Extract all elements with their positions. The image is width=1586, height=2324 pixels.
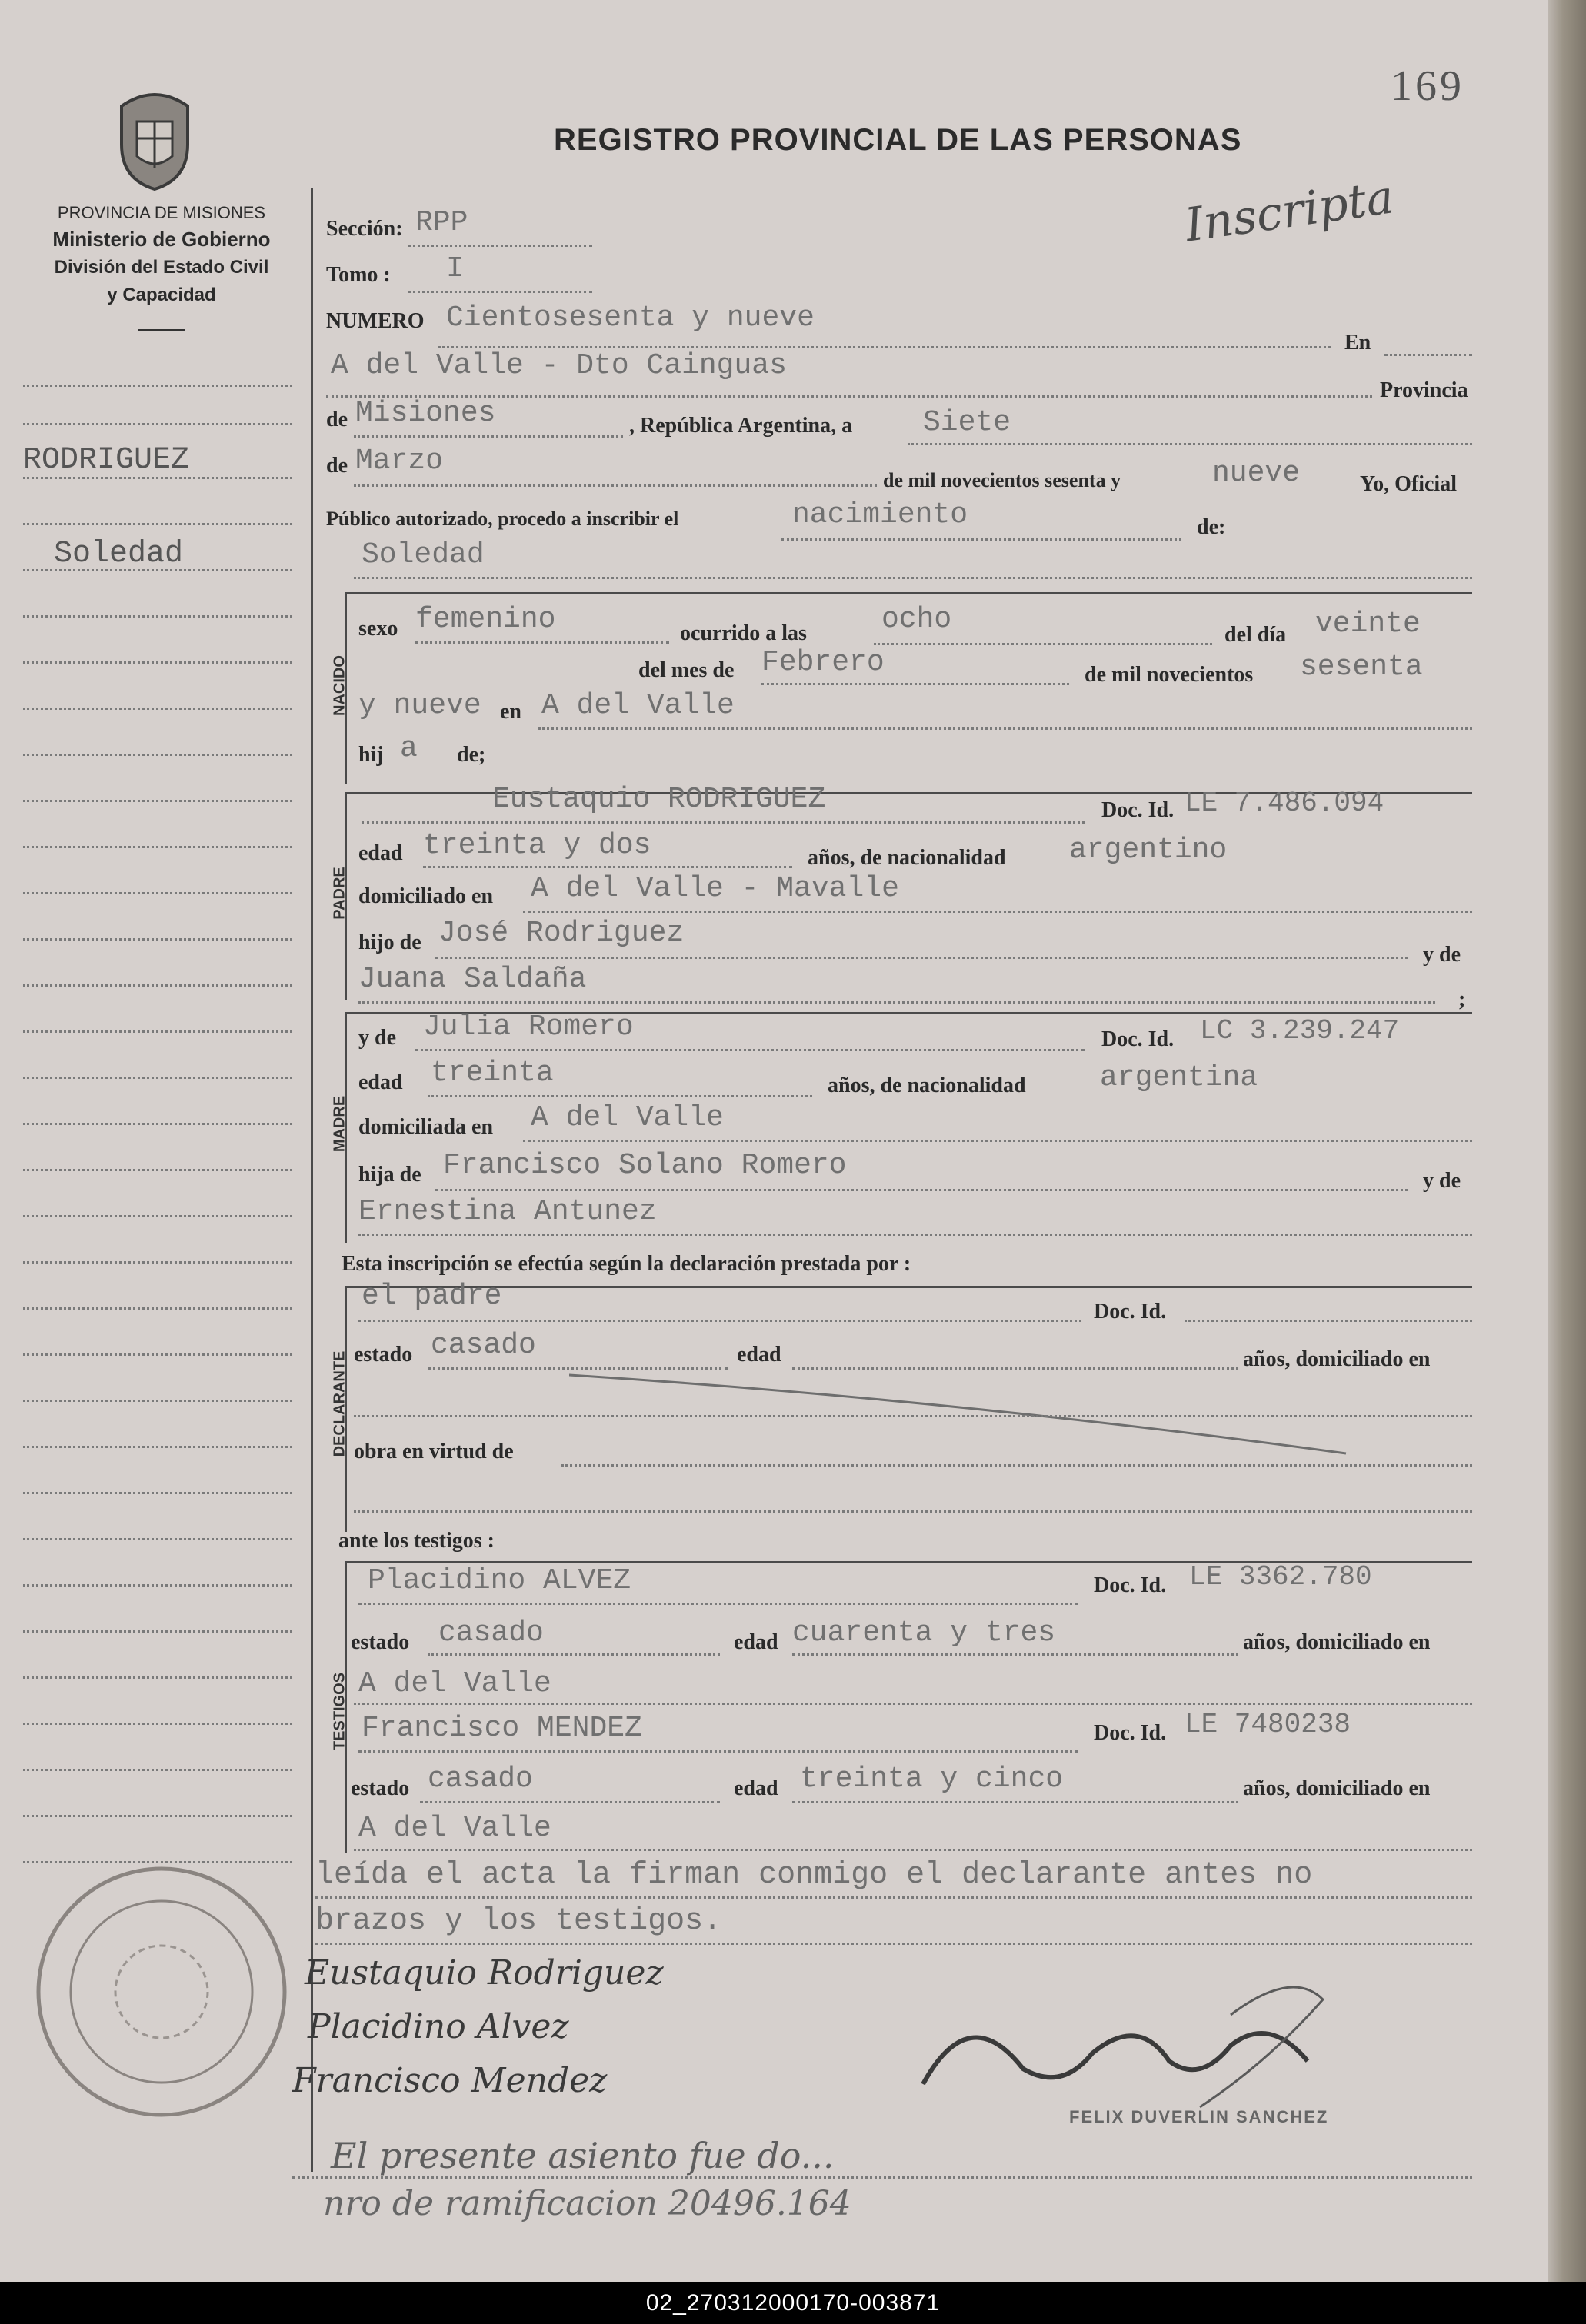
anio-nac-value-1: sesenta xyxy=(1300,651,1423,684)
declarante-doc-label: Doc. Id. xyxy=(1094,1300,1167,1323)
numero-label: NUMERO xyxy=(326,309,425,333)
declarante-dom-label: años, domiciliado en xyxy=(1243,1347,1431,1371)
madre-edad-label: edad xyxy=(358,1070,403,1094)
padre-edad-value: treinta y dos xyxy=(423,829,651,862)
madre-nombre: Julia Romero xyxy=(423,1011,634,1044)
padre-nombre: Eustaquio RODRIGUEZ xyxy=(492,783,826,816)
mes-nac-label: del mes de xyxy=(638,658,735,682)
page-title: REGISTRO PROVINCIAL DE LAS PERSONAS xyxy=(554,123,1242,157)
declarante-section-label: DECLARANTE xyxy=(331,1350,348,1457)
testigo1-nombre: Placidino ALVEZ xyxy=(368,1564,631,1597)
declarante-estado-label: estado xyxy=(354,1343,413,1367)
anio-nac-value-2: y nueve xyxy=(358,689,481,722)
sexo-label: sexo xyxy=(358,617,398,641)
tomo-label: Tomo : xyxy=(326,263,391,287)
signature-padre: Eustaquio Rodriguez xyxy=(305,1953,664,1993)
testigo2-doc-value: LE 7480238 xyxy=(1185,1709,1351,1740)
de3-label: de: xyxy=(1197,515,1226,539)
hij-de-label: de; xyxy=(457,743,486,767)
nacido-section-label: NACIDO xyxy=(331,655,348,716)
en-nac-label: en xyxy=(500,700,521,724)
testigo2-edad-value: treinta y cinco xyxy=(800,1763,1064,1796)
cierre-line1: leída el acta la firman conmigo el declarante antes no xyxy=(315,1858,1313,1893)
tomo-value: I xyxy=(446,252,464,285)
testigo2-estado-label: estado xyxy=(351,1776,410,1800)
province-label: PROVINCIA DE MISIONES xyxy=(57,203,266,222)
mes-value: Marzo xyxy=(355,444,444,478)
de-label: de xyxy=(326,408,348,431)
madre-section-label: MADRE xyxy=(331,1095,348,1153)
provincia-label: Provincia xyxy=(1380,378,1468,402)
dia-nac-label: del día xyxy=(1224,623,1287,647)
testigo1-doc-label: Doc. Id. xyxy=(1094,1573,1167,1597)
testigos-intro: ante los testigos : xyxy=(338,1529,495,1553)
seccion-value: RPP xyxy=(415,206,468,239)
acto-value: nacimiento xyxy=(792,498,968,531)
division-label-line1: División del Estado Civil xyxy=(54,257,269,278)
testigo2-dom-label: años, domiciliado en xyxy=(1243,1776,1431,1800)
oficial-label: Yo, Oficial xyxy=(1360,472,1457,496)
anio-value: nueve xyxy=(1212,457,1301,490)
testigo2-dom-value: A del Valle xyxy=(358,1812,551,1845)
signature-testigo1: Placidino Alvez xyxy=(308,2007,569,2046)
testigo1-edad-value: cuarenta y tres xyxy=(792,1616,1056,1650)
madre-madre-de: Ernestina Antunez xyxy=(358,1195,657,1228)
place-line: A del Valle - Dto Cainguas xyxy=(331,349,787,382)
declarante-edad-label: edad xyxy=(737,1343,781,1367)
madre-yde-label: y de xyxy=(358,1026,396,1050)
mes-nac-value: Febrero xyxy=(761,646,885,679)
sexo-value: femenino xyxy=(415,603,556,636)
testigo1-dom-value: A del Valle xyxy=(358,1667,551,1700)
madre-padre-de: Francisco Solano Romero xyxy=(443,1149,847,1182)
declarante-obra-label: obra en virtud de xyxy=(354,1440,514,1463)
margin-rule xyxy=(311,188,313,2172)
padre-doc-label: Doc. Id. xyxy=(1101,798,1175,822)
ministry-label: Ministerio de Gobierno xyxy=(52,228,271,251)
padre-madre-de: Juana Saldaña xyxy=(358,963,587,996)
division-label-line2: y Capacidad xyxy=(107,285,216,305)
en-label: En xyxy=(1344,331,1371,355)
ocurrido-label: ocurrido a las xyxy=(680,621,807,645)
madre-yde2-label: y de xyxy=(1423,1169,1461,1193)
testigo1-doc-value: LE 3362.780 xyxy=(1189,1561,1372,1593)
madre-nac-value: argentina xyxy=(1100,1061,1258,1094)
signature-testigo2: Francisco Mendez xyxy=(292,2061,608,2100)
nacido-nombre: Soledad xyxy=(362,538,485,571)
nota-line2: nro de ramificacion 20496.164 xyxy=(323,2184,851,2223)
header-divider xyxy=(138,329,185,331)
nota-line1: El presente asiento fue do... xyxy=(331,2135,835,2176)
madre-doc-label: Doc. Id. xyxy=(1101,1027,1175,1051)
declarante-intro: Esta inscripción se efectúa según la declaración prestada por : xyxy=(342,1252,911,1276)
padre-padre-de: José Rodriguez xyxy=(438,917,685,950)
testigo1-edad-label: edad xyxy=(734,1630,778,1654)
declarante-nombre: el padre xyxy=(362,1280,502,1313)
margin-given-name: Soledad xyxy=(54,537,184,571)
hora-value: ocho xyxy=(881,603,952,636)
madre-nac-label: años, de nacionalidad xyxy=(828,1074,1026,1097)
testigos-section-label: TESTIGOS xyxy=(331,1672,348,1751)
dia-nac-value: veinte xyxy=(1315,608,1421,641)
padre-edad-label: edad xyxy=(358,841,403,865)
inscripta-stamp: Inscripta xyxy=(1181,170,1398,253)
lugar-nac-value: A del Valle xyxy=(541,689,735,722)
testigo1-estado-label: estado xyxy=(351,1630,410,1654)
official-stamp-name: FELIX DUVERLIN SANCHEZ xyxy=(1069,2107,1329,2126)
book-spine xyxy=(1548,0,1586,2282)
image-id-footer: 02_270312000170-003871 xyxy=(0,2282,1586,2324)
madre-hija-label: hija de xyxy=(358,1163,421,1187)
testigo2-doc-label: Doc. Id. xyxy=(1094,1721,1167,1745)
declarante-estado-value: casado xyxy=(431,1329,536,1362)
padre-nac-label: años, de nacionalidad xyxy=(808,846,1006,870)
republica-label: , República Argentina, a xyxy=(629,414,853,438)
padre-section-label: PADRE xyxy=(331,867,348,920)
mil-nac-label: de mil novecientos xyxy=(1085,663,1254,687)
official-round-seal xyxy=(31,1861,292,2123)
seccion-label: Sección: xyxy=(326,217,403,241)
madre-dom-value: A del Valle xyxy=(531,1101,724,1134)
padre-dom-label: domiciliado en xyxy=(358,884,494,908)
padre-hijo-label: hijo de xyxy=(358,931,421,954)
provincia-value: Misiones xyxy=(355,397,496,430)
testigo1-dom-label: años, domiciliado en xyxy=(1243,1630,1431,1654)
padre-nac-value: argentino xyxy=(1069,834,1228,867)
page-number: 169 xyxy=(1391,62,1464,110)
dia-value: Siete xyxy=(923,406,1011,439)
provincial-seal-icon xyxy=(106,83,203,191)
testigo2-estado-value: casado xyxy=(428,1763,533,1796)
madre-edad-value: treinta xyxy=(431,1057,554,1090)
testigo1-estado-value: casado xyxy=(438,1616,544,1650)
numero-value: Cientosesenta y nueve xyxy=(446,301,815,335)
mil-label: de mil novecientos sesenta y xyxy=(883,469,1121,491)
hij-label: hij xyxy=(358,743,384,767)
madre-dom-label: domiciliada en xyxy=(358,1115,494,1139)
padre-dom-value: A del Valle - Mavalle xyxy=(531,872,899,905)
official-signature xyxy=(908,1969,1338,2123)
testigo2-nombre: Francisco MENDEZ xyxy=(362,1712,642,1745)
testigo2-edad-label: edad xyxy=(734,1776,778,1800)
padre-doc-value: LE 7.486.094 xyxy=(1185,787,1384,819)
margin-surname: RODRIGUEZ xyxy=(23,443,190,478)
publico-label: Público autorizado, procedo a inscribir el xyxy=(326,508,679,530)
cierre-line2: brazos y los testigos. xyxy=(315,1904,722,1939)
padre-yde-label: y de xyxy=(1423,943,1461,967)
hij-suffix: a xyxy=(400,732,418,765)
madre-doc-value: LC 3.239.247 xyxy=(1200,1015,1400,1047)
padre-semicolon: ; xyxy=(1458,987,1466,1011)
de2-label: de xyxy=(326,454,348,478)
